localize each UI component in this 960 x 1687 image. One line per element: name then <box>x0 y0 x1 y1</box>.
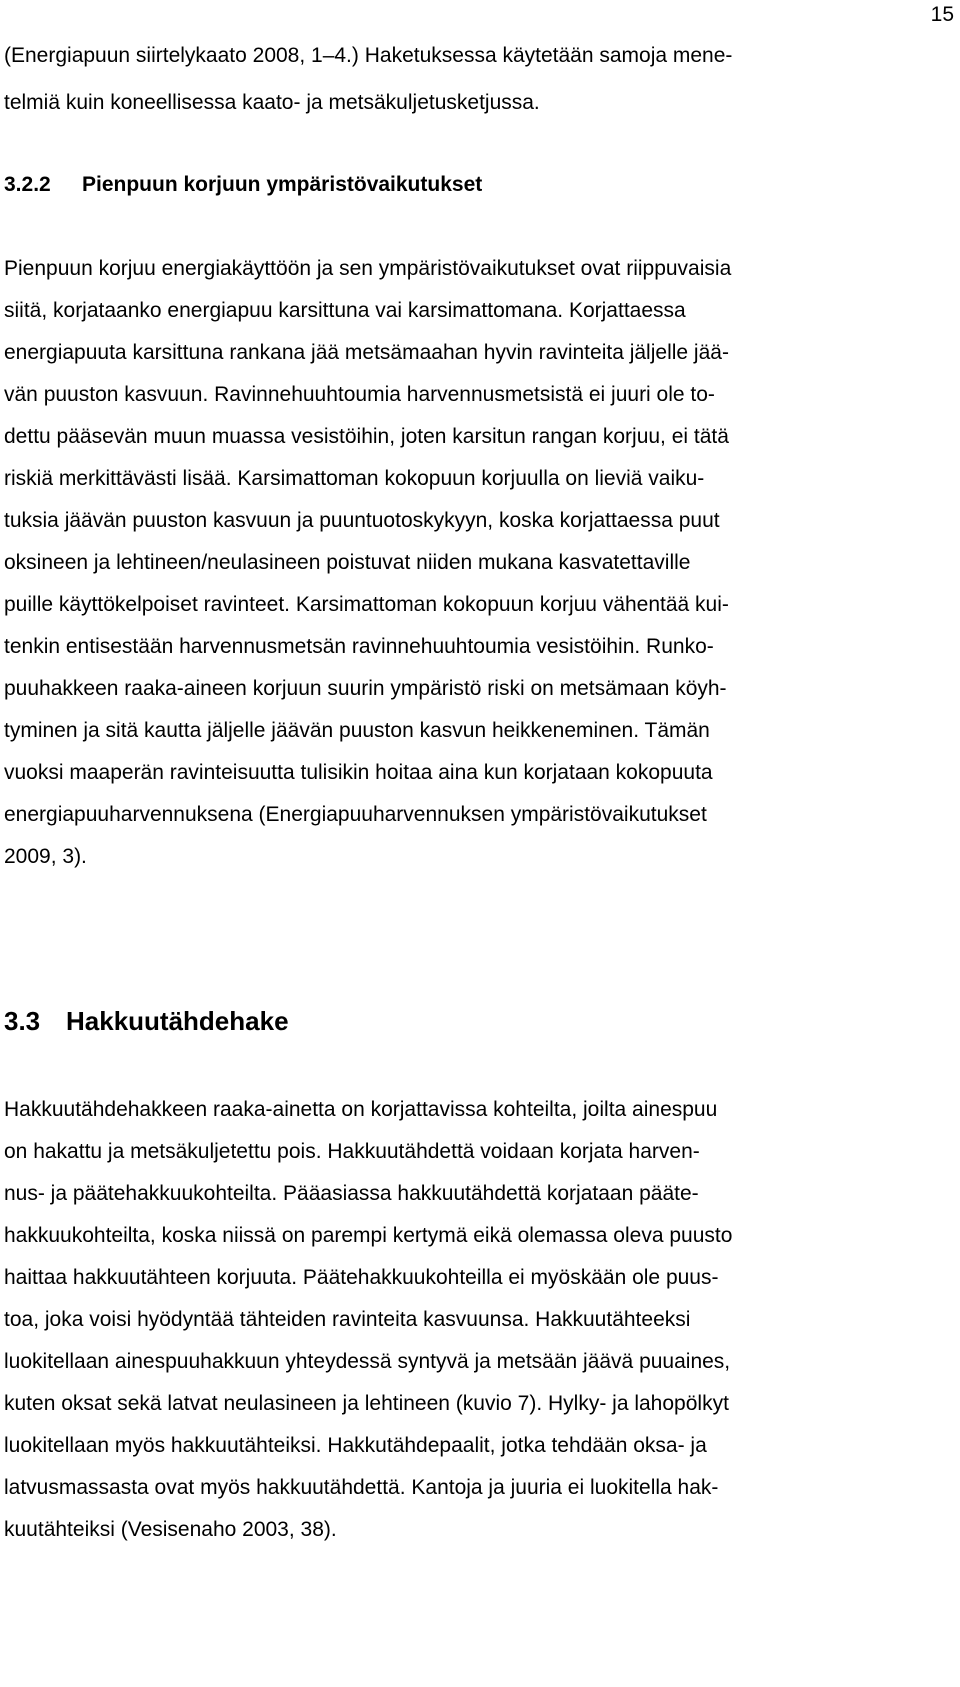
section-3-2-2-line: siitä, korjataanko energiapuu karsittuna vai karsimattomana. Korjattaessa <box>4 299 686 322</box>
section-3-3-line: nus- ja päätehakkuukohteilta. Pääasiassa hakkuutähdettä korjataan pääte- <box>4 1182 699 1205</box>
section-3-3-title: Hakkuutähdehake <box>66 1006 289 1036</box>
section-3-2-2-line: puille käyttökelpoiset ravinteet. Karsimattoman kokopuun korjuu vähentää kui- <box>4 593 729 616</box>
section-3-3-line: luokitellaan myös hakkuutähteiksi. Hakkutähdepaalit, jotka tehdään oksa- ja <box>4 1434 707 1457</box>
section-3-3-line: hakkuukohteilta, koska niissä on parempi kertymä eikä olemassa oleva puusto <box>4 1224 733 1247</box>
section-3-2-2-line: 2009, 3). <box>4 845 87 868</box>
section-3-3-line: kuutähteiksi (Vesisenaho 2003, 38). <box>4 1518 337 1541</box>
intro-line: telmiä kuin koneellisessa kaato- ja metsäkuljetusketjussa. <box>4 91 540 114</box>
section-3-3-line: Hakkuutähdehakkeen raaka-ainetta on korjattavissa kohteilta, joilta ainespuu <box>4 1098 718 1121</box>
section-3-3-line: luokitellaan ainespuuhakkuun yhteydessä syntyvä ja metsään jäävä puuaines, <box>4 1350 731 1373</box>
section-3-2-2-line: oksineen ja lehtineen/neulasineen poistuvat niiden mukana kasvatettaville <box>4 551 691 574</box>
section-3-2-2-line: energiapuuta karsittuna rankana jää metsämaahan hyvin ravinteita jäljelle jää- <box>4 341 729 364</box>
section-3-2-2-line: energiapuuharvennuksena (Energiapuuharvennuksen ympäristövaikutukset <box>4 803 707 826</box>
section-3-2-2-line: tenkin entisestään harvennusmetsän ravinnehuuhtoumia vesistöihin. Runko- <box>4 635 714 658</box>
section-3-3-line: latvusmassasta ovat myös hakkuutähdettä. Kantoja ja juuria ei luokitella hak- <box>4 1476 719 1499</box>
intro-line: (Energiapuun siirtelykaato 2008, 1–4.) Haketuksessa käytetään samoja mene- <box>4 44 733 67</box>
section-3-2-2-line: puuhakkeen raaka-aineen korjuun suurin ympäristö riski on metsämaan köyh- <box>4 677 727 700</box>
section-3-3-heading <box>4 1005 289 1037</box>
section-3-2-2-line: vuoksi maaperän ravinteisuutta tulisikin hoitaa aina kun korjataan kokopuuta <box>4 761 713 784</box>
section-3-2-2-number: 3.2.2 <box>4 173 51 196</box>
section-3-2-2-title: Pienpuun korjuun ympäristövaikutukset <box>82 173 483 196</box>
section-3-3-line: toa, joka voisi hyödyntää tähteiden ravinteita kasvuunsa. Hakkuutähteeksi <box>4 1308 691 1331</box>
section-3-2-2-line: Pienpuun korjuu energiakäyttöön ja sen ympäristövaikutukset ovat riippuvaisia <box>4 257 732 280</box>
section-3-3-line: haittaa hakkuutähteen korjuuta. Päätehakkuukohteilla ei myöskään ole puus- <box>4 1266 719 1289</box>
section-3-3-number: 3.3 <box>4 1006 41 1036</box>
page-number: 15 <box>930 3 954 26</box>
section-3-2-2-line: tyminen ja sitä kautta jäljelle jäävän puuston kasvun heikkeneminen. Tämän <box>4 719 710 742</box>
section-3-2-2-line: dettu pääsevän muun muassa vesistöihin, joten karsitun rangan korjuu, ei tätä <box>4 425 729 448</box>
section-3-2-2-heading <box>4 172 482 198</box>
section-3-3-line: kuten oksat sekä latvat neulasineen ja lehtineen (kuvio 7). Hylky- ja lahopölkyt <box>4 1392 729 1415</box>
section-3-2-2-line: vän puuston kasvuun. Ravinnehuuhtoumia harvennusmetsistä ei juuri ole to- <box>4 383 715 406</box>
section-3-3-line: on hakattu ja metsäkuljetettu pois. Hakkuutähdettä voidaan korjata harven- <box>4 1140 700 1163</box>
section-3-2-2-line: riskiä merkittävästi lisää. Karsimattoman kokopuun korjuulla on lieviä vaiku- <box>4 467 705 490</box>
section-3-2-2-line: tuksia jäävän puuston kasvuun ja puuntuotoskykyyn, koska korjattaessa puut <box>4 509 720 532</box>
